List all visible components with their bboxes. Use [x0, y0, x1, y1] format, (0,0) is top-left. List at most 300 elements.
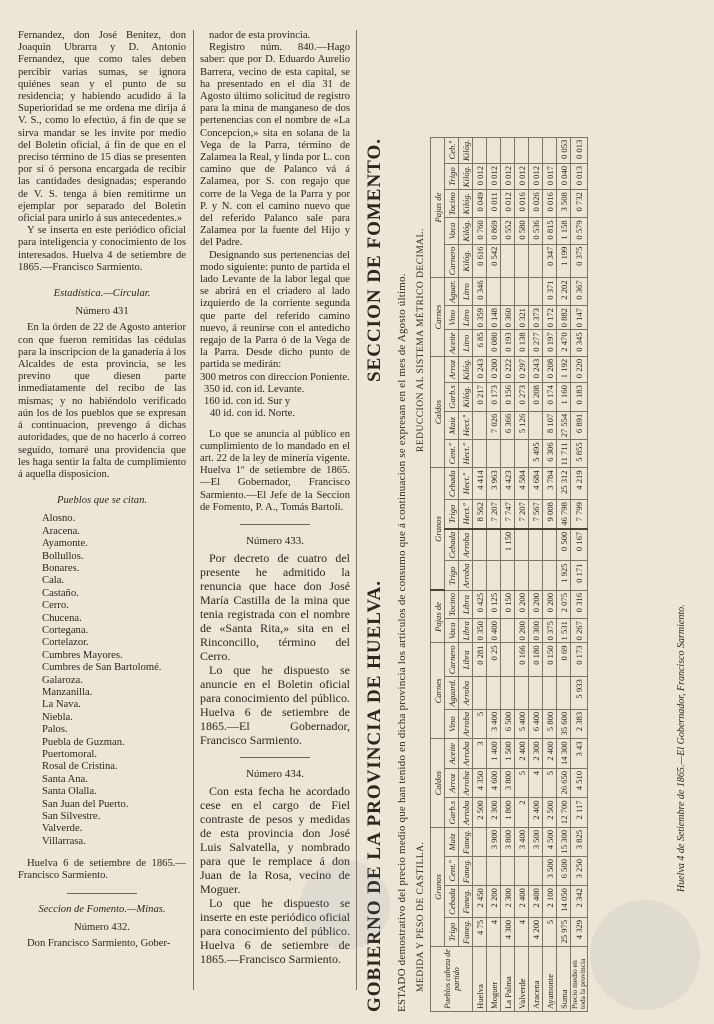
table-cell: 3 784 [543, 468, 557, 500]
notice-number-431: Número 431 [75, 306, 129, 318]
table-cell: 4 423 [501, 468, 515, 500]
paragraph-renuncia: Por decreto de cuatro del presente he admitido la renuncia que hace don José María Castilla de la mina que tenia registrada con el nombre de «Santa Rita,» sita en el Rinconcillo, término del Cerro. [200, 551, 350, 664]
table-cell: 2 200 [487, 886, 501, 918]
unit-header: Arroba [459, 798, 473, 828]
table-cell: 0 367 [571, 278, 588, 306]
table-cell: 1 800 [501, 798, 515, 828]
paragraph-inserte: Lo que he dispuesto se inserte en este periódico oficial para conocimiento del público. Huelva 6 de setiembre de 1865.—Francisco Sarmiento. [200, 896, 350, 967]
table-cell: 0 321 [515, 306, 529, 330]
table-cell: 2 470 [557, 330, 571, 356]
table-cell [529, 411, 543, 440]
table-cell: 4 300 [501, 917, 515, 946]
unit-header: Kilóg. [459, 356, 473, 382]
table-cell: 0 869 [487, 218, 501, 244]
table-cell: 0 360 [501, 306, 515, 330]
table-cell: 0 080 [487, 330, 501, 356]
table-cell [515, 677, 529, 710]
column-header: Aceite [445, 739, 459, 769]
table-cell [501, 440, 515, 468]
column-header: Vino [445, 306, 459, 330]
reduccion-subheading: REDUCCION AL SISTEMA MÉTRICO DECIMAL. [416, 228, 426, 452]
unit-header: Litro [459, 330, 473, 356]
unit-header: Arroba [459, 739, 473, 769]
table-cell: 1 925 [557, 561, 571, 591]
table-cell: 0 281 [473, 643, 487, 677]
table-cell: 0 375 [571, 244, 588, 278]
table-cell: 3 [473, 739, 487, 769]
table-cell: 26 650 [557, 768, 571, 798]
group-header: Carnes [431, 643, 445, 739]
town-item: Chucena. [42, 612, 82, 624]
town-item: Villarrasa. [42, 835, 86, 847]
table-cell [473, 137, 487, 163]
table-cell: 0 222 [501, 356, 515, 382]
table-cell: 4 500 [543, 827, 557, 856]
table-cell: 0 208 [529, 383, 543, 412]
table-cell [487, 137, 501, 163]
table-cell: 3 400 [515, 827, 529, 856]
table-cell: 3 963 [487, 468, 501, 500]
table-cell: 0 273 [515, 383, 529, 412]
table-cell [501, 244, 515, 278]
table-cell: 3 500 [529, 827, 543, 856]
town-item: Cerro. [42, 600, 69, 612]
divider [67, 893, 137, 894]
column-header: Aguard. [445, 677, 459, 710]
table-cell: 3 825 [571, 827, 588, 856]
table-cell [487, 561, 501, 591]
column-header: Carnero [445, 244, 459, 278]
town-item: Puebla de Guzman. [42, 736, 125, 748]
table-cell: 3 500 [543, 857, 557, 886]
paragraph-continuation: Fernandez, don José Benitez, don Joaquin Ubrarra y D. Antonio Fernandez, que como tales deben percibir varias sumas, se ignora quiénes sean y el punto de su residencia; y habiendo acudido á la Superioridad se me ordena me dirija á V. S., como lo efectúo, á fin de que se sirva mandar se les invite por medio del Boletin oficial, á fin de que en el preciso término de 15 dias se presenten por sí ó persona encargada de recibir las cantidades designadas; esperando de V. S. tenga á bien remitirme un ejemplar por separado del Boletin oficial para unirlo á sus antecedentes.» [18, 30, 186, 225]
town-item: Galaroza. [42, 674, 83, 686]
table-cell [473, 440, 487, 468]
column-header-row [445, 137, 459, 1011]
table-cell [529, 529, 543, 561]
table-cell: 0 197 [543, 330, 557, 356]
table-cell: 1 158 [557, 218, 571, 244]
table-cell: 0 220 [571, 356, 588, 382]
table-cell: 7 567 [529, 500, 543, 529]
table-cell: 7 799 [571, 500, 588, 529]
table-cell: 2 400 [529, 886, 543, 918]
column-header: Aguar. [445, 278, 459, 306]
column-header: Vaca [445, 619, 459, 643]
table-cell: 1 150 [501, 529, 515, 561]
divider [240, 524, 310, 525]
table-cell: 2 117 [571, 798, 588, 828]
paragraph-inserta: Y se inserta en este periódico oficial para inteligencia y conocimiento de los interesados. Huelva 4 de setiembre de 1865.—Francisco Sarmiento. [18, 225, 186, 273]
unit-header: Faneg. [459, 857, 473, 886]
table-cell: 3 508 [557, 190, 571, 218]
table-row [473, 137, 487, 1011]
town-item: Niebla. [42, 711, 73, 723]
group-header-row [431, 137, 445, 1011]
table-cell: 0 297 [515, 356, 529, 382]
column-header: Cebada [445, 468, 459, 500]
table-cell: 3 400 [487, 709, 501, 739]
table-cell [529, 137, 543, 163]
column-header: Tocino [445, 190, 459, 218]
table-cell: 3 43 [571, 739, 588, 769]
table-cell: 0 011 [487, 190, 501, 218]
town-item: Valverde. [42, 823, 83, 835]
table-cell: 4 [487, 917, 501, 946]
table-footer-signature: Huelva 4 de Setiembre de 1865.—El Gobernador, Francisco Sarmiento. [676, 604, 687, 892]
table-cell: 0 012 [487, 163, 501, 189]
column-header: Trigo [445, 917, 459, 946]
table-cell [501, 137, 515, 163]
table-cell [473, 857, 487, 886]
town-item: Rosal de Cristina. [42, 761, 118, 773]
table-cell: 0 760 [473, 218, 487, 244]
town-item: Cala. [42, 575, 65, 587]
table-cell: 0 171 [571, 561, 588, 591]
column-header: Trigo [445, 500, 459, 529]
table-cell: 0 347 [543, 244, 557, 278]
town-item: Palos. [42, 724, 68, 736]
table-cell: 2 075 [557, 591, 571, 619]
table-cell: 0 172 [543, 306, 557, 330]
text-column-middle [200, 30, 350, 966]
table-cell: 5 126 [515, 411, 529, 440]
table-cell: 2 100 [543, 886, 557, 918]
town-item: San Silvestre. [42, 811, 101, 823]
table-cell: 4 75 [473, 917, 487, 946]
column-header: Aceite [445, 330, 459, 356]
table-cell: 5 400 [515, 709, 529, 739]
table-cell [515, 278, 529, 306]
unit-header: Kilóg. [459, 137, 473, 163]
table-cell: 0 350 [473, 619, 487, 643]
table-cell: 0 049 [473, 190, 487, 218]
table-cell: 0 25 [487, 643, 501, 677]
column-header: Vino [445, 709, 459, 739]
towns-heading: Pueblos que se citan. [56, 495, 148, 507]
paragraph-anuncio: Lo que se anuncia al público en cumplimiento de lo mandado en el art. 22 de la ley de minería vigente. Huelva 1º de setiembre de 1865. —El Gobernador, Francisco Sarmiento.—El Jefe de la Seccion de Fomento, P. A., Tomás Bartoli. [200, 428, 350, 513]
group-header: Caldos [431, 356, 445, 468]
table-row-suma [557, 137, 571, 1011]
table-cell: 14 300 [557, 739, 571, 769]
unit-header-row [459, 137, 473, 1011]
table-cell: 0 69 [557, 643, 571, 677]
unit-header: Litro [459, 278, 473, 306]
paragraph-gobernador-cont: nador de esta provincia. [209, 30, 311, 41]
table-cell: 15 300 [557, 827, 571, 856]
column-header: Arroz [445, 768, 459, 798]
table-cell: 2 500 [473, 798, 487, 828]
table-cell: 5 855 [571, 440, 588, 468]
table-cell: 2 202 [557, 278, 571, 306]
row-label: La Palma [501, 947, 515, 1012]
measure-line: 40 id. con id. Norte. [210, 408, 296, 420]
group-header: Pajas de [431, 137, 445, 278]
table-cell: 0 040 [557, 163, 571, 189]
table-cell: 4 414 [473, 468, 487, 500]
table-cell: 4 350 [473, 768, 487, 798]
table-cell: 5 [543, 917, 557, 946]
unit-header: Kilóg. [459, 163, 473, 189]
row-label: Suma [557, 947, 571, 1012]
unit-header: Libra [459, 643, 473, 677]
table-cell: 11 711 [557, 440, 571, 468]
group-header: Pajas de [431, 591, 445, 643]
table-cell: 0 579 [571, 218, 588, 244]
column-header: Maiz [445, 827, 459, 856]
table-cell: 0 200 [529, 591, 543, 619]
town-item: Santa Ana. [42, 773, 88, 785]
table-cell: 0 012 [501, 190, 515, 218]
table-cell: 0 346 [473, 278, 487, 306]
table-cell: 7 207 [515, 500, 529, 529]
measure-line: 160 id. con id. Sur y [204, 396, 291, 408]
table-cell: 0 500 [557, 529, 571, 561]
table-cell: 0 300 [529, 619, 543, 643]
table-cell: 0 616 [473, 244, 487, 278]
notice-number-434: Número 434. [245, 768, 305, 781]
town-item: Alosno. [42, 513, 76, 525]
table-cell [501, 619, 515, 643]
table-cell: 2 [515, 798, 529, 828]
town-item: San Juan del Puerto. [42, 798, 129, 810]
table-cell: 0 217 [473, 383, 487, 412]
table-cell: 6 85 [473, 330, 487, 356]
table-cell: 0 053 [557, 137, 571, 163]
row-label: Aracena [529, 947, 543, 1012]
table-cell: 0 542 [487, 244, 501, 278]
table-cell: 5 800 [543, 709, 557, 739]
table-cell: 0 183 [571, 383, 588, 412]
unit-header: Kilóg. [459, 218, 473, 244]
table-cell: 0 150 [543, 643, 557, 677]
table-cell [529, 278, 543, 306]
unit-header: Litro [459, 306, 473, 330]
table-cell: 0 016 [515, 190, 529, 218]
table-cell: 0 400 [487, 619, 501, 643]
table-cell: 0 166 [515, 643, 529, 677]
table-cell [557, 677, 571, 710]
unit-header: Kilóg. [459, 244, 473, 278]
table-cell: 3 250 [571, 857, 588, 886]
paper-stain [300, 860, 390, 950]
table-cell: 2 342 [571, 886, 588, 918]
table-cell [515, 137, 529, 163]
table-cell: 6 891 [571, 411, 588, 440]
unit-header: Arroba [459, 561, 473, 591]
table-cell [529, 561, 543, 591]
table-cell: 0 147 [571, 306, 588, 330]
table-cell: 4 684 [529, 468, 543, 500]
table-cell: 0 193 [501, 330, 515, 356]
table-cell: 0 180 [529, 643, 543, 677]
town-item: Bonares. [42, 562, 80, 574]
table-cell [543, 529, 557, 561]
unit-header: Libra [459, 591, 473, 619]
table-cell: 5 933 [571, 677, 588, 710]
group-header: Granos [431, 468, 445, 591]
table-cell [515, 529, 529, 561]
table-cell: 2 400 [543, 739, 557, 769]
table-cell: 7 026 [487, 411, 501, 440]
table-cell: 0 012 [515, 163, 529, 189]
table-cell [515, 440, 529, 468]
table-cell: 0 882 [557, 306, 571, 330]
table-cell: 4 584 [515, 468, 529, 500]
table-row [529, 137, 543, 1011]
table-row [515, 137, 529, 1011]
table-cell [543, 677, 557, 710]
unit-header: Arroba [459, 529, 473, 561]
table-cell: 2 500 [543, 798, 557, 828]
table-cell: 6 306 [543, 440, 557, 468]
table-body [473, 137, 588, 1011]
row-label: Precio medio en toda la provincia [571, 947, 588, 1012]
table-cell: 4 [515, 917, 529, 946]
table-cell: 3 900 [487, 827, 501, 856]
text-column-left [18, 30, 186, 950]
column-rule [193, 30, 194, 990]
table-cell [501, 278, 515, 306]
table-cell: 0 012 [473, 163, 487, 189]
unit-header: Hect.º [459, 468, 473, 500]
row-label: Moguer [487, 947, 501, 1012]
table-cell: 46 798 [557, 500, 571, 529]
table-cell: 2 300 [529, 739, 543, 769]
paragraph-fiel-contraste: Con esta fecha he acordado cese en el cargo de Fiel contraste de pesos y medidas de esta provincia don José Luis Salvatella, y nombrado para que le remplace á don Juan de la Rosa, vecino de Moguer. [200, 784, 350, 897]
table-cell: 0 156 [501, 383, 515, 412]
table-cell: 0 017 [543, 163, 557, 189]
table-cell: 5 [473, 709, 487, 739]
table-cell: 14 050 [557, 886, 571, 918]
paragraph-registro: Registro núm. 840.—Hago saber: que por D. Eduardo Aurelio Barrera, vecino de esta capital, se ha presentado en el dia 31 de Agosto último solicitud de registro para la mina de manganeso de dos pertenencias con el nombre de «La Concepcion,» sita en solana de la Vega de la Parra, término de Zalamea la Real, y linda por L. con camino que de Palanco vá á Zalamea, por S. con regajo que corre de la Vega de la Parra y por P. y N. con el camino nuevo que del referido Palanco sale para Zalamea por la fuente del Hijo y del Padre. [200, 42, 350, 249]
medida-subheading: MEDIDA Y PESO DE CASTILLA. [416, 841, 426, 992]
table-cell: 5 495 [529, 440, 543, 468]
table-cell [487, 857, 501, 886]
column-header: Carnero [445, 643, 459, 677]
table-cell: 0 200 [515, 591, 529, 619]
section-heading-fomento: Seccion de Fomento.—Minas. [38, 903, 166, 915]
table-cell [501, 643, 515, 677]
price-table-rotated [360, 40, 700, 1012]
table-cell: 6 500 [557, 857, 571, 886]
table-cell [473, 827, 487, 856]
group-header: Granos [431, 827, 445, 946]
town-item: Bollullos. [42, 550, 84, 562]
column-header: Garb.s [445, 798, 459, 828]
table-cell: 1 160 [557, 383, 571, 412]
table-cell: 0 375 [543, 619, 557, 643]
column-header: Arroz [445, 356, 459, 382]
table-cell [473, 561, 487, 591]
table-cell: 0 125 [487, 591, 501, 619]
table-cell: 0 200 [543, 591, 557, 619]
table-cell: 9 008 [543, 500, 557, 529]
table-cell [487, 278, 501, 306]
table-cell: 8 562 [473, 500, 487, 529]
column-header: Trigo [445, 163, 459, 189]
table-cell: 27 554 [557, 411, 571, 440]
column-header: Garb.s [445, 383, 459, 412]
table-cell: 1 192 [557, 356, 571, 382]
table-cell: 6 500 [501, 709, 515, 739]
table-row [501, 137, 515, 1011]
table-cell [515, 561, 529, 591]
table-cell: 0 200 [487, 356, 501, 382]
table-cell [501, 677, 515, 710]
table-cell: 0 173 [487, 383, 501, 412]
table-cell [473, 677, 487, 710]
column-header: Tocino [445, 591, 459, 619]
table-cell: 0 148 [487, 306, 501, 330]
table-cell: 0 373 [529, 306, 543, 330]
table-cell: 0 359 [473, 306, 487, 330]
table-cell: 3 800 [501, 768, 515, 798]
table-row-precio-medio [571, 137, 588, 1011]
table-cell: 0 138 [515, 330, 529, 356]
unit-header: Arroba [459, 768, 473, 798]
table-cell: 2 300 [501, 886, 515, 918]
table-cell: 0 012 [501, 163, 515, 189]
table-cell [501, 857, 515, 886]
gobierno-heading: GOBIERNO DE LA PROVINCIA DE HUELVA. [364, 580, 385, 1012]
estado-title: ESTADO demostrativo del precio medio que han tenido en dicha provincia los artículos de consumo que á continuacion se expresan en el mes de Agosto último. [396, 273, 408, 1012]
unit-header: Libra [459, 619, 473, 643]
table-cell [473, 411, 487, 440]
table-cell: 0 200 [515, 619, 529, 643]
table-cell: 1 400 [487, 739, 501, 769]
column-header: Ceb.ª [445, 137, 459, 163]
table-cell: 2 383 [571, 709, 588, 739]
table-cell [473, 529, 487, 561]
section-heading-estadistica: Estadística.—Circular. [53, 288, 151, 300]
unit-header: Hect.º [459, 411, 473, 440]
table-cell: 0 016 [543, 190, 557, 218]
table-cell [529, 677, 543, 710]
group-header: Caldos [431, 739, 445, 828]
table-cell [501, 561, 515, 591]
column-header: Trigo [445, 561, 459, 591]
group-header: Carnes [431, 278, 445, 357]
table-cell: 0 243 [473, 356, 487, 382]
table-cell: 2 400 [515, 886, 529, 918]
column-header: Maiz [445, 411, 459, 440]
unit-header: Faneg. [459, 827, 473, 856]
table-cell: 7 207 [487, 500, 501, 529]
table-cell: 2 400 [515, 739, 529, 769]
table-cell [487, 440, 501, 468]
signature-line: Huelva 6 de setiembre de 1865.—Francisco Sarmiento. [18, 858, 186, 882]
town-item: Cortegana. [42, 624, 89, 636]
paragraph-pertenencias: Designando sus pertenencias del modo siguiente: punto de partida el lado Levante de la labor legal que se abrirá en el criadero al lado izquierdo de la corriente segunda que parte del referido camino nuevo, á reunirse con el antedicho regajo de la Parra ó de la Vega de la Parra. Desde dicho punto de partida se medirán: [200, 249, 350, 371]
table-cell [529, 857, 543, 886]
table-cell: 4 219 [571, 468, 588, 500]
table-cell: 0 208 [543, 356, 557, 382]
table-cell: 0 815 [543, 218, 557, 244]
table-cell [529, 244, 543, 278]
column-header: Cent.º [445, 857, 459, 886]
unit-header: Kilóg. [459, 383, 473, 412]
unit-header: Hect.º [459, 440, 473, 468]
pueblos-header: Pueblos cabeza de partido [431, 947, 473, 1012]
price-table [430, 137, 588, 1012]
town-item: Cumbres Mayores. [42, 649, 123, 661]
table-cell [487, 529, 501, 561]
measure-line: 350 id. con id. Levante. [204, 383, 305, 395]
row-label: Ayamonte [543, 947, 557, 1012]
table-cell: 0 173 [571, 643, 588, 677]
row-label: Huelva [473, 947, 487, 1012]
